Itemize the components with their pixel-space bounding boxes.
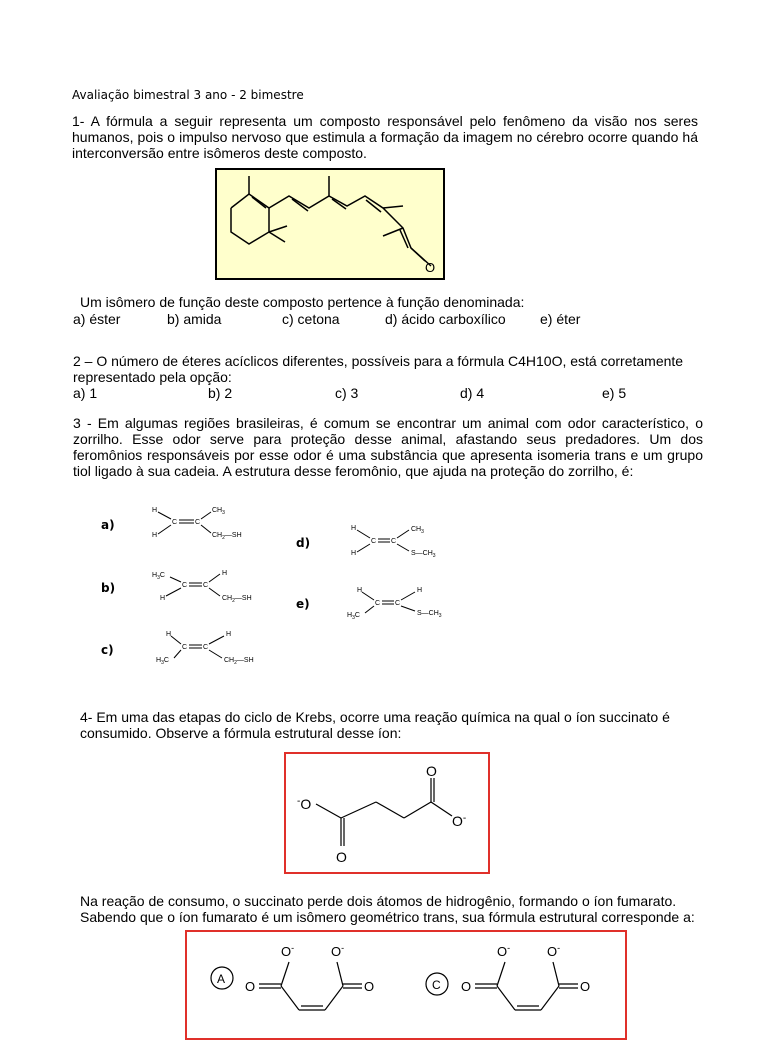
svg-text:C: C xyxy=(432,978,441,992)
structure-d xyxy=(345,520,455,560)
q1-option-a[interactable]: a) éster xyxy=(73,311,121,327)
q2-option-c[interactable]: c) 3 xyxy=(335,385,359,401)
retinal-structure-box xyxy=(215,168,445,280)
svg-text:H3C: $H_3C$ xyxy=(347,612,360,621)
q3-option-c-label[interactable]: c) xyxy=(101,643,114,657)
svg-text:C: C xyxy=(203,582,209,589)
svg-text:C: C xyxy=(195,519,201,526)
q1-option-e[interactable]: e) éter xyxy=(540,311,581,327)
q1-text: 1- A fórmula a seguir representa um composto responsável pelo fenômeno da visão nos seres humanos, pois o impulso nervoso que estimula a formação da imagem no cérebro ocorre quando há interconversão entre isômeros deste composto. xyxy=(72,113,698,161)
q4-text: 4- Em uma das etapas do ciclo de Krebs, ocorre uma reação química na qual o íon succinato é consumido. Observe a fórmula estrutural desse íon: xyxy=(80,709,670,741)
svg-text:O: O xyxy=(426,763,437,779)
svg-text:H3C: $H_3C$ xyxy=(152,572,165,581)
svg-text:H: H xyxy=(152,532,158,539)
structure-e xyxy=(345,582,455,622)
structure-a xyxy=(150,503,260,543)
svg-text:O: O xyxy=(336,849,347,865)
q2-option-d[interactable]: d) 4 xyxy=(460,385,485,401)
q2-options xyxy=(0,385,768,401)
q2-option-e[interactable]: e) 5 xyxy=(602,385,627,401)
svg-text:O: O xyxy=(364,979,375,994)
svg-text:CH3: $CH_3$ xyxy=(411,526,424,535)
q1-options xyxy=(0,311,768,327)
svg-text:H: H xyxy=(222,570,228,577)
fumarate-option-a[interactable] xyxy=(211,943,374,1010)
q1-prompt: Um isômero de função deste composto pertence à função denominada: xyxy=(80,294,525,310)
q4-text2: Na reação de consumo, o succinato perde dois átomos de hidrogênio, formando o íon fumarato. Sabendo que o íon fumarato é um isômero geométrico trans, sua fórmula estrutural corresponde a: xyxy=(80,893,695,925)
svg-text:C: C xyxy=(391,538,397,545)
svg-text:O-: O- xyxy=(331,943,345,959)
svg-text:O: O xyxy=(580,979,591,994)
svg-text:CH3: $CH_3$ xyxy=(212,507,225,516)
svg-text:O-: O- xyxy=(452,813,467,829)
svg-text:O-: O- xyxy=(497,943,511,959)
exam-header: Avaliação bimestral 3 ano - 2 bimestre xyxy=(72,88,304,102)
q2-option-a[interactable]: a) 1 xyxy=(73,385,98,401)
retinal-structure xyxy=(217,170,443,278)
svg-text:H: H xyxy=(351,550,357,557)
svg-text:C: C xyxy=(203,644,209,651)
structure-b xyxy=(150,565,270,605)
structure-c xyxy=(150,627,270,667)
q1-option-c[interactable]: c) cetona xyxy=(282,311,340,327)
fumarate-option-c[interactable] xyxy=(426,943,590,1010)
svg-text:O-: O- xyxy=(547,943,561,959)
q3-option-b-label[interactable]: b) xyxy=(101,581,116,595)
svg-text:C: C xyxy=(395,600,401,607)
svg-text:H: H xyxy=(166,631,172,638)
svg-text:H: H xyxy=(226,631,232,638)
svg-text:CH2—SH: $CH_2—SH$ xyxy=(212,532,242,541)
svg-text:C: C xyxy=(172,519,178,526)
q3-option-a-label[interactable]: a) xyxy=(101,518,115,532)
q3-option-d-label[interactable]: d) xyxy=(296,536,311,550)
svg-text:S—CH3: $S—CH_3$ xyxy=(411,550,436,559)
svg-text:O: O xyxy=(461,979,472,994)
fumarate-options xyxy=(187,932,625,1024)
succinate-structure xyxy=(286,754,488,872)
svg-text:S—CH3: $S—CH_3$ xyxy=(417,610,442,619)
svg-text:CH2—SH: $CH_2—SH$ xyxy=(222,595,252,604)
svg-text:H: H xyxy=(152,507,158,514)
svg-text:-O: -O xyxy=(297,796,312,812)
retinal-oxygen-label: O xyxy=(425,260,436,275)
q1-option-b[interactable]: b) amida xyxy=(167,311,222,327)
q1-option-d[interactable]: d) ácido carboxílico xyxy=(385,311,506,327)
svg-text:C: C xyxy=(375,600,381,607)
svg-text:C: C xyxy=(182,582,188,589)
svg-text:H: H xyxy=(417,587,423,594)
q3-option-e-label[interactable]: e) xyxy=(296,597,310,611)
q2-option-b[interactable]: b) 2 xyxy=(208,385,233,401)
svg-text:CH2—SH: $CH_2—SH$ xyxy=(224,657,254,666)
svg-text:H3C: $H_3C$ xyxy=(156,657,169,666)
svg-text:C: C xyxy=(371,538,377,545)
svg-text:C: C xyxy=(182,644,188,651)
svg-text:O: O xyxy=(245,979,256,994)
svg-text:H: H xyxy=(351,525,357,532)
svg-text:O-: O- xyxy=(281,943,295,959)
svg-text:H: H xyxy=(160,595,166,602)
svg-text:H: H xyxy=(357,587,363,594)
svg-text:A: A xyxy=(217,972,226,986)
q2-text: 2 – O número de éteres acíclicos diferentes, possíveis para a fórmula C4H10O, está corretamente representado pela opção: xyxy=(73,353,684,385)
q3-text: 3 - Em algumas regiões brasileiras, é comum se encontrar um animal com odor característico, o zorrilho. Esse odor serve para proteção desse animal, afastando seus predadores. Um dos feromônios responsáveis por esse odor é uma substância que apresenta isomeria trans e um grupo tiol ligado à sua cadeia. A estrutura desse feromônio, que ajuda na proteção do zorrilho, é: xyxy=(73,415,703,479)
succinate-structure-box xyxy=(284,752,490,874)
